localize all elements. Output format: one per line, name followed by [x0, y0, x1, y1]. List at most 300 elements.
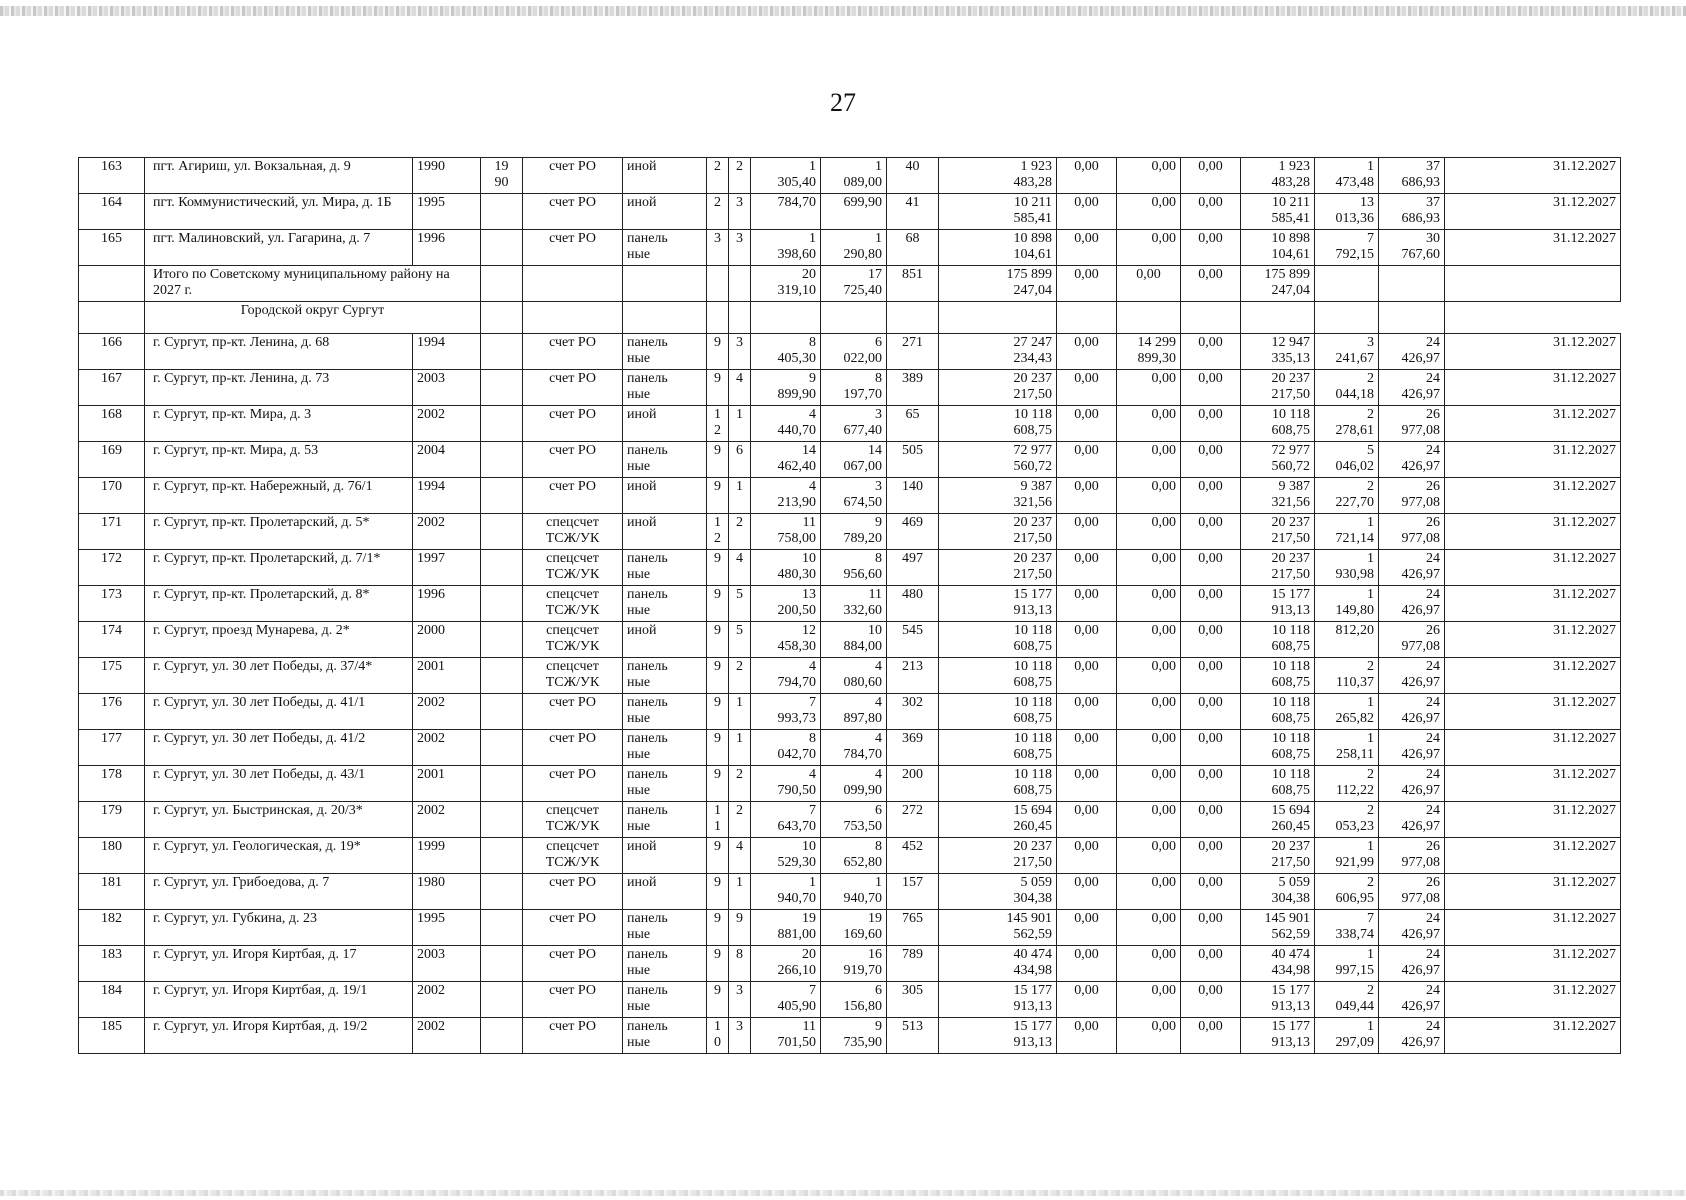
table-row — [79, 1018, 1621, 1054]
fund-federal-cell: 0,00 — [1057, 874, 1117, 910]
entrances-cell: 4 — [729, 550, 751, 586]
privatization-year-cell — [481, 514, 523, 550]
fund-local-cell: 0,00 — [1181, 622, 1241, 658]
planned-completion-date-cell: 31.12.2027 — [1445, 802, 1621, 838]
fund-regional-cell: 0,00 — [1117, 874, 1181, 910]
fund-federal-cell: 0,00 — [1057, 158, 1117, 194]
entrances-cell: 6 — [729, 442, 751, 478]
fund-regional-cell: 0,00 — [1117, 370, 1181, 406]
address-cell: пгт. Коммунистический, ул. Мира, д. 1Б — [145, 194, 413, 230]
row-number-cell: 185 — [79, 1018, 145, 1054]
fund-owners-cell: 20 237 217,50 — [1241, 838, 1315, 874]
scan-edge-top — [0, 6, 1686, 16]
table-row — [79, 370, 1621, 406]
max-unit-cost-cell: 24 426,97 — [1379, 586, 1445, 622]
table-row — [79, 622, 1621, 658]
table-row — [79, 982, 1621, 1018]
fund-federal-cell: 0,00 — [1057, 802, 1117, 838]
unit-cost-cell: 1 473,48 — [1315, 158, 1379, 194]
floors-cell: 2 — [707, 158, 729, 194]
living-area-cell: 4 897,80 — [821, 694, 887, 730]
total-area-cell: 7 993,73 — [751, 694, 821, 730]
fund-federal-cell: 0,00 — [1057, 946, 1117, 982]
empty-cell — [1379, 302, 1445, 334]
fund-regional-cell: 0,00 — [1117, 658, 1181, 694]
living-area-cell: 6 022,00 — [821, 334, 887, 370]
unit-cost-cell: 1 265,82 — [1315, 694, 1379, 730]
fund-account-cell: счет РО — [523, 766, 623, 802]
repair-cost-total-cell: 10 118 608,75 — [939, 406, 1057, 442]
wall-material-cell: панель ные — [623, 658, 707, 694]
max-unit-cost-cell: 24 426,97 — [1379, 802, 1445, 838]
fund-federal-cell: 0,00 — [1057, 370, 1117, 406]
commission-year-cell: 2004 — [413, 442, 481, 478]
fund-account-cell: счет РО — [523, 982, 623, 1018]
commission-year-cell: 2000 — [413, 622, 481, 658]
floors-cell: 9 — [707, 478, 729, 514]
row-number-cell: 175 — [79, 658, 145, 694]
total-area-cell: 10 480,30 — [751, 550, 821, 586]
address-cell: г. Сургут, пр-кт. Набережный, д. 76/1 — [145, 478, 413, 514]
commission-year-cell: 2002 — [413, 514, 481, 550]
commission-year-cell: 2003 — [413, 370, 481, 406]
unit-cost-cell: 2 112,22 — [1315, 766, 1379, 802]
residents-cell: 41 — [887, 194, 939, 230]
fund-regional-cell: 0,00 — [1117, 406, 1181, 442]
table-row — [79, 550, 1621, 586]
max-unit-cost-cell: 24 426,97 — [1379, 694, 1445, 730]
fund-federal-cell: 0,00 — [1057, 694, 1117, 730]
unit-cost-cell: 1 721,14 — [1315, 514, 1379, 550]
repair-cost-total-cell: 1 923 483,28 — [939, 158, 1057, 194]
fund-owners-cell: 15 177 913,13 — [1241, 586, 1315, 622]
commission-year-cell: 1990 — [413, 158, 481, 194]
empty-cell — [623, 266, 707, 302]
unit-cost-cell: 7 792,15 — [1315, 230, 1379, 266]
table-row — [79, 838, 1621, 874]
wall-material-cell: иной — [623, 194, 707, 230]
fund-local-cell: 0,00 — [1181, 802, 1241, 838]
floors-cell: 9 — [707, 550, 729, 586]
entrances-cell: 2 — [729, 158, 751, 194]
planned-completion-date-cell: 31.12.2027 — [1445, 946, 1621, 982]
wall-material-cell: иной — [623, 158, 707, 194]
row-number-cell: 177 — [79, 730, 145, 766]
commission-year-cell: 2002 — [413, 730, 481, 766]
total-area-cell: 7 405,90 — [751, 982, 821, 1018]
living-area-cell: 14 067,00 — [821, 442, 887, 478]
table-row — [79, 158, 1621, 194]
address-cell: г. Сургут, пр-кт. Пролетарский, д. 7/1* — [145, 550, 413, 586]
wall-material-cell: панель ные — [623, 766, 707, 802]
privatization-year-cell — [481, 838, 523, 874]
unit-cost-cell: 1 149,80 — [1315, 586, 1379, 622]
living-area-cell: 10 884,00 — [821, 622, 887, 658]
address-cell: г. Сургут, ул. Игоря Киртбая, д. 19/2 — [145, 1018, 413, 1054]
entrances-cell: 3 — [729, 982, 751, 1018]
fund-owners-cell: 1 923 483,28 — [1241, 158, 1315, 194]
table-row — [79, 658, 1621, 694]
fund-local-cell: 0,00 — [1181, 478, 1241, 514]
floors-cell: 9 — [707, 838, 729, 874]
privatization-year-cell — [481, 802, 523, 838]
fund-local-cell: 0,00 — [1181, 766, 1241, 802]
max-unit-cost-cell: 24 426,97 — [1379, 982, 1445, 1018]
repair-cost-total-cell: 27 247 234,43 — [939, 334, 1057, 370]
commission-year-cell: 1996 — [413, 230, 481, 266]
fund-regional-cell: 0,00 — [1117, 550, 1181, 586]
fund-account-cell: счет РО — [523, 874, 623, 910]
fund-owners-cell: 10 898 104,61 — [1241, 230, 1315, 266]
row-number-cell: 164 — [79, 194, 145, 230]
empty-cell — [729, 302, 751, 334]
entrances-cell: 2 — [729, 658, 751, 694]
privatization-year-cell — [481, 766, 523, 802]
commission-year-cell: 1996 — [413, 586, 481, 622]
fund-regional-cell: 0,00 — [1117, 946, 1181, 982]
section-header-row — [79, 302, 1621, 334]
repair-cost-total-cell: 72 977 560,72 — [939, 442, 1057, 478]
fund-local-cell: 0,00 — [1181, 406, 1241, 442]
address-cell: г. Сургут, пр-кт. Мира, д. 53 — [145, 442, 413, 478]
commission-year-cell: 2002 — [413, 1018, 481, 1054]
floors-cell: 9 — [707, 874, 729, 910]
privatization-year-cell — [481, 230, 523, 266]
wall-material-cell: иной — [623, 838, 707, 874]
residents-cell: 789 — [887, 946, 939, 982]
planned-completion-date-cell: 31.12.2027 — [1445, 334, 1621, 370]
fund-federal-cell: 0,00 — [1057, 622, 1117, 658]
table-row — [79, 910, 1621, 946]
fund-regional-cell: 0,00 — [1117, 910, 1181, 946]
address-cell: г. Сургут, ул. Геологическая, д. 19* — [145, 838, 413, 874]
district-total-row — [79, 266, 1621, 302]
repair-cost-total-cell: 15 177 913,13 — [939, 586, 1057, 622]
table-row — [79, 730, 1621, 766]
address-cell: г. Сургут, ул. 30 лет Победы, д. 41/1 — [145, 694, 413, 730]
fund-federal-cell: 0,00 — [1057, 910, 1117, 946]
entrances-cell: 1 — [729, 406, 751, 442]
row-number-cell: 181 — [79, 874, 145, 910]
planned-completion-date-cell: 31.12.2027 — [1445, 370, 1621, 406]
living-area-cell: 1 940,70 — [821, 874, 887, 910]
fund-owners-cell: 10 118 608,75 — [1241, 622, 1315, 658]
living-area-cell: 9 735,90 — [821, 1018, 887, 1054]
living-area-cell: 3 674,50 — [821, 478, 887, 514]
repair-cost-total-cell: 10 898 104,61 — [939, 230, 1057, 266]
repair-cost-total-cell: 145 901 562,59 — [939, 910, 1057, 946]
fund-owners-cell: 15 694 260,45 — [1241, 802, 1315, 838]
residents-cell: 272 — [887, 802, 939, 838]
entrances-cell: 1 — [729, 694, 751, 730]
wall-material-cell: иной — [623, 874, 707, 910]
floors-cell: 3 — [707, 230, 729, 266]
empty-cell — [79, 302, 145, 334]
wall-material-cell: панель ные — [623, 730, 707, 766]
planned-completion-date-cell: 31.12.2027 — [1445, 230, 1621, 266]
planned-completion-date-cell: 31.12.2027 — [1445, 910, 1621, 946]
fund-regional-cell: 0,00 — [1117, 194, 1181, 230]
table-row — [79, 194, 1621, 230]
floors-cell: 1 0 — [707, 1018, 729, 1054]
table-row — [79, 586, 1621, 622]
fund-federal-cell: 0,00 — [1057, 230, 1117, 266]
address-cell: г. Сургут, ул. 30 лет Победы, д. 41/2 — [145, 730, 413, 766]
district-total-label: Итого по Советскому муниципальному району на 2027 г. — [145, 266, 481, 302]
wall-material-cell: панель ные — [623, 550, 707, 586]
floors-cell: 9 — [707, 586, 729, 622]
fund-regional-cell: 0,00 — [1117, 982, 1181, 1018]
floors-cell: 2 — [707, 194, 729, 230]
fund-owners-cell: 15 177 913,13 — [1241, 982, 1315, 1018]
fund-owners-cell: 10 118 608,75 — [1241, 766, 1315, 802]
row-number-cell: 179 — [79, 802, 145, 838]
entrances-cell: 4 — [729, 370, 751, 406]
unit-cost-cell: 2 278,61 — [1315, 406, 1379, 442]
residents-cell: 851 — [887, 266, 939, 302]
row-number-cell: 166 — [79, 334, 145, 370]
fund-local-cell: 0,00 — [1181, 334, 1241, 370]
fund-local-cell: 0,00 — [1181, 514, 1241, 550]
fund-regional-cell: 0,00 — [1117, 622, 1181, 658]
fund-local-cell: 0,00 — [1181, 1018, 1241, 1054]
fund-regional-cell: 14 299 899,30 — [1117, 334, 1181, 370]
max-unit-cost-cell: 24 426,97 — [1379, 766, 1445, 802]
row-number-cell: 165 — [79, 230, 145, 266]
row-number-cell: 182 — [79, 910, 145, 946]
total-area-cell: 8 042,70 — [751, 730, 821, 766]
living-area-cell: 4 784,70 — [821, 730, 887, 766]
fund-regional-cell: 0,00 — [1117, 1018, 1181, 1054]
housing-register-table — [78, 157, 1621, 1054]
max-unit-cost-cell: 24 426,97 — [1379, 946, 1445, 982]
living-area-cell: 19 169,60 — [821, 910, 887, 946]
fund-local-cell: 0,00 — [1181, 658, 1241, 694]
residents-cell: 213 — [887, 658, 939, 694]
max-unit-cost-cell: 24 426,97 — [1379, 334, 1445, 370]
residents-cell: 302 — [887, 694, 939, 730]
address-cell: г. Сургут, ул. Губкина, д. 23 — [145, 910, 413, 946]
entrances-cell: 1 — [729, 730, 751, 766]
unit-cost-cell: 7 338,74 — [1315, 910, 1379, 946]
max-unit-cost-cell: 24 426,97 — [1379, 550, 1445, 586]
section-title: Городской округ Сургут — [145, 302, 481, 334]
max-unit-cost-cell: 37 686,93 — [1379, 194, 1445, 230]
unit-cost-cell: 13 013,36 — [1315, 194, 1379, 230]
fund-regional-cell: 0,00 — [1117, 802, 1181, 838]
empty-cell — [1241, 302, 1315, 334]
row-number-cell: 167 — [79, 370, 145, 406]
fund-local-cell: 0,00 — [1181, 946, 1241, 982]
repair-cost-total-cell: 20 237 217,50 — [939, 550, 1057, 586]
residents-cell: 369 — [887, 730, 939, 766]
table-row — [79, 766, 1621, 802]
fund-account-cell: спецсчет ТСЖ/УК — [523, 802, 623, 838]
fund-local-cell: 0,00 — [1181, 910, 1241, 946]
address-cell: г. Сургут, пр-кт. Мира, д. 3 — [145, 406, 413, 442]
max-unit-cost-cell: 26 977,08 — [1379, 874, 1445, 910]
residents-cell: 497 — [887, 550, 939, 586]
address-cell: г. Сургут, ул. Игоря Киртбая, д. 19/1 — [145, 982, 413, 1018]
address-cell: г. Сургут, ул. Грибоедова, д. 7 — [145, 874, 413, 910]
residents-cell: 68 — [887, 230, 939, 266]
commission-year-cell: 2001 — [413, 658, 481, 694]
privatization-year-cell: 19 90 — [481, 158, 523, 194]
address-cell: г. Сургут, пр-кт. Ленина, д. 73 — [145, 370, 413, 406]
floors-cell: 9 — [707, 442, 729, 478]
residents-cell: 305 — [887, 982, 939, 1018]
entrances-cell: 8 — [729, 946, 751, 982]
address-cell: г. Сургут, проезд Мунарева, д. 2* — [145, 622, 413, 658]
fund-federal-cell: 0,00 — [1057, 194, 1117, 230]
wall-material-cell: иной — [623, 622, 707, 658]
fund-account-cell: счет РО — [523, 730, 623, 766]
total-area-cell: 7 643,70 — [751, 802, 821, 838]
living-area-cell: 16 919,70 — [821, 946, 887, 982]
floors-cell: 9 — [707, 334, 729, 370]
total-area-cell: 784,70 — [751, 194, 821, 230]
fund-federal-cell: 0,00 — [1057, 550, 1117, 586]
empty-cell — [1181, 302, 1241, 334]
commission-year-cell: 1995 — [413, 910, 481, 946]
repair-cost-total-cell: 15 694 260,45 — [939, 802, 1057, 838]
residents-cell: 140 — [887, 478, 939, 514]
fund-local-cell: 0,00 — [1181, 550, 1241, 586]
address-cell: г. Сургут, пр-кт. Пролетарский, д. 8* — [145, 586, 413, 622]
empty-cell — [523, 266, 623, 302]
fund-local-cell: 0,00 — [1181, 370, 1241, 406]
address-cell: пгт. Агириш, ул. Вокзальная, д. 9 — [145, 158, 413, 194]
table-row — [79, 230, 1621, 266]
privatization-year-cell — [481, 194, 523, 230]
wall-material-cell: панель ные — [623, 694, 707, 730]
residents-cell: 513 — [887, 1018, 939, 1054]
empty-cell — [79, 266, 145, 302]
empty-cell — [939, 302, 1057, 334]
privatization-year-cell — [481, 370, 523, 406]
fund-local-cell: 0,00 — [1181, 730, 1241, 766]
unit-cost-cell: 2 110,37 — [1315, 658, 1379, 694]
fund-account-cell: счет РО — [523, 194, 623, 230]
entrances-cell: 2 — [729, 766, 751, 802]
commission-year-cell: 1994 — [413, 334, 481, 370]
entrances-cell: 3 — [729, 1018, 751, 1054]
entrances-cell: 3 — [729, 194, 751, 230]
floors-cell: 9 — [707, 658, 729, 694]
floors-cell: 1 1 — [707, 802, 729, 838]
row-number-cell: 169 — [79, 442, 145, 478]
wall-material-cell: иной — [623, 478, 707, 514]
repair-cost-total-cell: 5 059 304,38 — [939, 874, 1057, 910]
residents-cell: 505 — [887, 442, 939, 478]
row-number-cell: 178 — [79, 766, 145, 802]
privatization-year-cell — [481, 478, 523, 514]
wall-material-cell: панель ные — [623, 442, 707, 478]
unit-cost-cell: 2 044,18 — [1315, 370, 1379, 406]
empty-cell — [707, 302, 729, 334]
floors-cell: 9 — [707, 766, 729, 802]
fund-federal-cell: 0,00 — [1057, 838, 1117, 874]
address-cell: г. Сургут, ул. Игоря Киртбая, д. 17 — [145, 946, 413, 982]
empty-cell — [523, 302, 623, 334]
fund-regional-cell: 0,00 — [1117, 586, 1181, 622]
fund-owners-cell: 10 118 608,75 — [1241, 406, 1315, 442]
fund-federal-cell: 0,00 — [1057, 442, 1117, 478]
planned-completion-date-cell: 31.12.2027 — [1445, 658, 1621, 694]
empty-cell — [707, 266, 729, 302]
repair-cost-total-cell: 10 211 585,41 — [939, 194, 1057, 230]
fund-local-cell: 0,00 — [1181, 982, 1241, 1018]
living-area-cell: 8 652,80 — [821, 838, 887, 874]
table-row — [79, 802, 1621, 838]
fund-local-cell: 0,00 — [1181, 230, 1241, 266]
planned-completion-date-cell: 31.12.2027 — [1445, 478, 1621, 514]
total-area-cell: 11 701,50 — [751, 1018, 821, 1054]
commission-year-cell: 1995 — [413, 194, 481, 230]
living-area-cell: 9 789,20 — [821, 514, 887, 550]
total-area-cell: 4 213,90 — [751, 478, 821, 514]
row-number-cell: 184 — [79, 982, 145, 1018]
fund-account-cell: счет РО — [523, 478, 623, 514]
unit-cost-cell: 1 921,99 — [1315, 838, 1379, 874]
entrances-cell: 4 — [729, 838, 751, 874]
fund-owners-cell: 20 237 217,50 — [1241, 370, 1315, 406]
fund-account-cell: спецсчет ТСЖ/УК — [523, 658, 623, 694]
commission-year-cell: 2001 — [413, 766, 481, 802]
fund-owners-cell: 72 977 560,72 — [1241, 442, 1315, 478]
row-number-cell: 173 — [79, 586, 145, 622]
fund-owners-cell: 20 237 217,50 — [1241, 514, 1315, 550]
fund-federal-cell: 0,00 — [1057, 982, 1117, 1018]
wall-material-cell: панель ные — [623, 802, 707, 838]
privatization-year-cell — [481, 622, 523, 658]
floors-cell: 9 — [707, 730, 729, 766]
entrances-cell: 2 — [729, 802, 751, 838]
wall-material-cell: панель ные — [623, 334, 707, 370]
unit-cost-cell: 2 606,95 — [1315, 874, 1379, 910]
planned-completion-date-cell: 31.12.2027 — [1445, 550, 1621, 586]
max-unit-cost-cell: 24 426,97 — [1379, 910, 1445, 946]
total-area-cell: 4 440,70 — [751, 406, 821, 442]
scan-edge-bottom — [0, 1190, 1686, 1196]
empty-cell — [1117, 302, 1181, 334]
living-area-cell: 6 156,80 — [821, 982, 887, 1018]
fund-federal-cell: 0,00 — [1057, 730, 1117, 766]
empty-cell — [821, 302, 887, 334]
wall-material-cell: панель ные — [623, 230, 707, 266]
commission-year-cell: 2002 — [413, 802, 481, 838]
empty-cell — [729, 266, 751, 302]
residents-cell: 271 — [887, 334, 939, 370]
max-unit-cost-cell: 30 767,60 — [1379, 230, 1445, 266]
entrances-cell: 1 — [729, 874, 751, 910]
commission-year-cell: 2002 — [413, 982, 481, 1018]
row-number-cell: 168 — [79, 406, 145, 442]
entrances-cell: 5 — [729, 622, 751, 658]
max-unit-cost-cell: 24 426,97 — [1379, 730, 1445, 766]
living-area-cell: 3 677,40 — [821, 406, 887, 442]
privatization-year-cell — [481, 730, 523, 766]
unit-cost-cell: 5 046,02 — [1315, 442, 1379, 478]
fund-regional-cell: 0,00 — [1117, 158, 1181, 194]
fund-owners-cell: 10 118 608,75 — [1241, 658, 1315, 694]
max-unit-cost-cell: 24 426,97 — [1379, 370, 1445, 406]
living-area-cell: 11 332,60 — [821, 586, 887, 622]
residents-cell: 452 — [887, 838, 939, 874]
wall-material-cell: панель ные — [623, 982, 707, 1018]
privatization-year-cell — [481, 442, 523, 478]
unit-cost-cell: 3 241,67 — [1315, 334, 1379, 370]
